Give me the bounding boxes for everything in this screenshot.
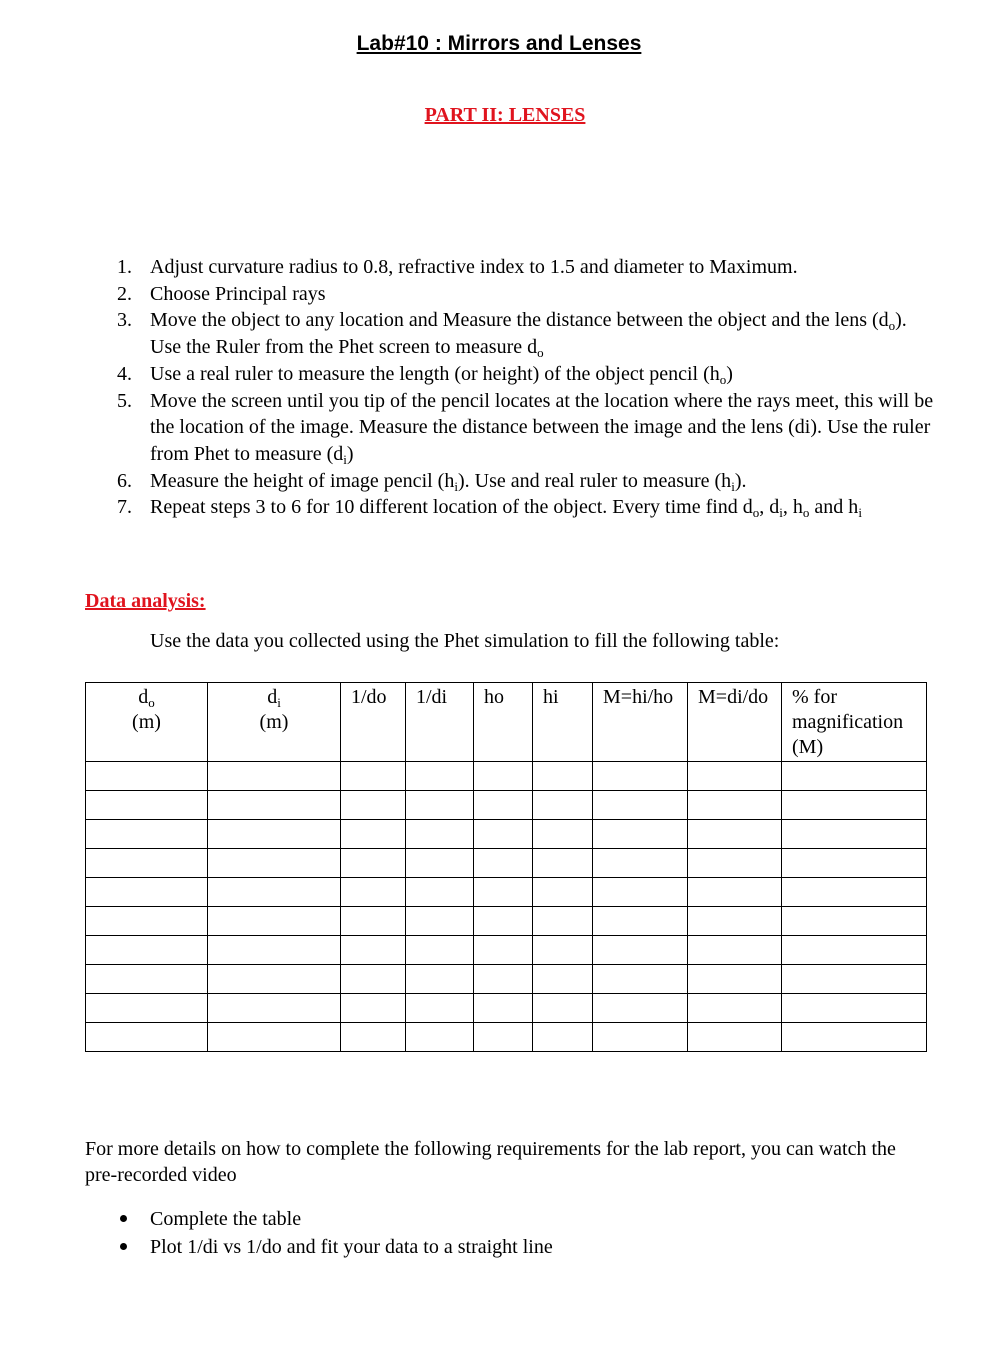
- table-row: [86, 849, 927, 878]
- requirements-list: [107, 1205, 553, 1261]
- step-number: 3.: [117, 309, 132, 332]
- procedure-steps: [107, 254, 937, 521]
- table-cell[interactable]: [208, 994, 341, 1023]
- table-cell[interactable]: [86, 849, 208, 878]
- footer-text: For more details on how to complete the following requirements for the lab report, you can watch the pre-recorded video: [85, 1138, 896, 1186]
- table-cell[interactable]: [341, 994, 406, 1023]
- list-item: Plot 1/di vs 1/do and fit your data to a straight line: [107, 1233, 553, 1261]
- table-cell[interactable]: [688, 762, 782, 791]
- step-text: ): [726, 362, 733, 385]
- table-cell[interactable]: [341, 849, 406, 878]
- step-6: [107, 468, 937, 495]
- header-inv-do: 1/do: [341, 683, 406, 762]
- table-cell[interactable]: [782, 907, 927, 936]
- subscript: i: [343, 451, 347, 467]
- header-do: $d_o$ (m): [86, 683, 208, 762]
- step-2: [107, 281, 937, 308]
- header-hi: hi: [533, 683, 593, 762]
- table-cell[interactable]: [86, 936, 208, 965]
- table-cell[interactable]: [208, 1023, 341, 1052]
- header-m-distance: M=di/do: [688, 683, 782, 762]
- step-text: Use a real ruler to measure the length (or height) of the object pencil (h: [150, 362, 720, 385]
- header-m-height: M=hi/ho: [593, 683, 688, 762]
- table-cell[interactable]: [593, 994, 688, 1023]
- table-cell[interactable]: [533, 1023, 593, 1052]
- table-cell[interactable]: [474, 1023, 533, 1052]
- table-cell[interactable]: [782, 849, 927, 878]
- table-cell[interactable]: [688, 907, 782, 936]
- table-cell[interactable]: [688, 936, 782, 965]
- table-cell[interactable]: [593, 820, 688, 849]
- step-text: Measure the height of image pencil (h: [150, 469, 455, 492]
- table-cell[interactable]: [86, 762, 208, 791]
- step-1: [107, 254, 937, 281]
- subscript: o: [802, 505, 810, 521]
- table-cell[interactable]: [406, 965, 474, 994]
- subscript: o: [888, 318, 896, 334]
- subscript: i: [731, 478, 735, 494]
- table-cell[interactable]: [406, 1023, 474, 1052]
- table-cell[interactable]: [533, 936, 593, 965]
- table-cell[interactable]: [86, 907, 208, 936]
- table-cell[interactable]: [86, 965, 208, 994]
- table-cell[interactable]: [474, 762, 533, 791]
- table-cell[interactable]: [208, 907, 341, 936]
- table-cell[interactable]: [341, 791, 406, 820]
- document-title: Lab#10 : Mirrors and Lenses: [356, 32, 642, 55]
- table-row: [86, 762, 927, 791]
- table-cell[interactable]: [341, 965, 406, 994]
- table-row: [86, 936, 927, 965]
- table-cell[interactable]: [782, 1023, 927, 1052]
- table-cell[interactable]: [593, 849, 688, 878]
- table-cell[interactable]: [688, 849, 782, 878]
- header-di: $d_i$ (m): [208, 683, 341, 762]
- step-text: ). Use and real ruler to measure (h: [457, 469, 732, 492]
- header-ho: ho: [474, 683, 533, 762]
- step-text: , h: [782, 496, 803, 519]
- table-cell[interactable]: [474, 849, 533, 878]
- table-cell[interactable]: [406, 994, 474, 1023]
- table-cell[interactable]: [86, 820, 208, 849]
- subscript: i: [858, 505, 862, 521]
- table-header-row: [86, 683, 927, 762]
- table-row: [86, 965, 927, 994]
- table-cell[interactable]: [688, 965, 782, 994]
- table-cell[interactable]: [208, 849, 341, 878]
- table-cell[interactable]: [782, 965, 927, 994]
- table-cell[interactable]: [593, 965, 688, 994]
- step-text: Adjust curvature radius to 0.8, refractive index to 1.5 and diameter to Maximum.: [150, 256, 798, 278]
- table-cell[interactable]: [208, 936, 341, 965]
- table-cell[interactable]: [782, 994, 927, 1023]
- table-cell[interactable]: [406, 820, 474, 849]
- table-cell[interactable]: [474, 820, 533, 849]
- step-number: 6.: [117, 469, 132, 492]
- subscript: i: [779, 505, 783, 521]
- table-cell[interactable]: [406, 849, 474, 878]
- step-text: Choose Principal rays: [150, 282, 326, 305]
- table-cell[interactable]: [406, 878, 474, 907]
- table-cell[interactable]: [782, 762, 927, 791]
- table-cell[interactable]: [593, 1023, 688, 1052]
- table-cell[interactable]: [533, 849, 593, 878]
- step-text: ): [346, 442, 354, 465]
- step-text: , d: [759, 496, 780, 519]
- table-cell[interactable]: [533, 762, 593, 791]
- step-text: Move the screen until you tip of the pencil locates at the location where the rays meet, this will be the location of the image. Measure the distance between the image and the lens (di). Use the ruler from Phet to measure (d: [150, 389, 934, 465]
- table-cell[interactable]: [86, 994, 208, 1023]
- table-cell[interactable]: [406, 936, 474, 965]
- step-3: [107, 307, 937, 360]
- table-cell[interactable]: [406, 762, 474, 791]
- table-cell[interactable]: [208, 762, 341, 791]
- step-number: 4.: [117, 362, 132, 385]
- table-cell[interactable]: [406, 907, 474, 936]
- table-cell[interactable]: [593, 762, 688, 791]
- table-cell[interactable]: [782, 791, 927, 820]
- step-number: 2.: [117, 282, 132, 305]
- step-text: ).: [734, 469, 747, 492]
- step-7: [107, 494, 937, 521]
- table-cell[interactable]: [208, 878, 341, 907]
- table-cell[interactable]: [341, 878, 406, 907]
- table-cell[interactable]: [474, 791, 533, 820]
- table-cell[interactable]: [474, 965, 533, 994]
- step-number: 5.: [117, 389, 132, 412]
- table-body: [86, 762, 927, 1052]
- table-row: [86, 994, 927, 1023]
- table-instruction: Use the data you collected using the Phet simulation to fill the following table:: [150, 630, 780, 652]
- table-row: [86, 791, 927, 820]
- table-cell[interactable]: [406, 791, 474, 820]
- table-cell[interactable]: [593, 907, 688, 936]
- table-cell[interactable]: [593, 878, 688, 907]
- table-cell[interactable]: [533, 878, 593, 907]
- subscript: o: [537, 345, 544, 361]
- table-cell[interactable]: [533, 994, 593, 1023]
- table-cell[interactable]: [341, 936, 406, 965]
- table-row: [86, 878, 927, 907]
- step-text: Move the object to any location and Measure the distance between the object and the lens (d: [150, 309, 889, 332]
- step-number: 1.: [117, 256, 132, 278]
- subscript: o: [719, 371, 727, 387]
- step-text: ). Use the Ruler from the Phet screen to measure d: [150, 309, 907, 359]
- part-heading: PART II: LENSES: [424, 104, 586, 126]
- table-cell[interactable]: [86, 791, 208, 820]
- table-cell[interactable]: [474, 907, 533, 936]
- data-analysis-heading: Data analysis:: [85, 590, 206, 612]
- table-cell[interactable]: [533, 820, 593, 849]
- step-text: Repeat steps 3 to 6 for 10 different location of the object. Every time find d: [150, 496, 753, 519]
- list-item: Complete the table: [107, 1205, 553, 1233]
- table-cell[interactable]: [208, 791, 341, 820]
- table-cell[interactable]: [688, 820, 782, 849]
- table-cell[interactable]: [533, 791, 593, 820]
- table-cell[interactable]: [208, 965, 341, 994]
- table-cell[interactable]: [593, 936, 688, 965]
- table-cell[interactable]: [688, 878, 782, 907]
- table-cell[interactable]: [782, 878, 927, 907]
- step-text: and h: [809, 496, 859, 519]
- table-cell[interactable]: [208, 820, 341, 849]
- table-cell[interactable]: [86, 1023, 208, 1052]
- step-5: [107, 388, 937, 468]
- table-row: [86, 907, 927, 936]
- table-cell[interactable]: [782, 936, 927, 965]
- subscript: o: [752, 505, 760, 521]
- table-cell[interactable]: [341, 762, 406, 791]
- table-cell[interactable]: [341, 907, 406, 936]
- step-number: 7.: [117, 496, 132, 519]
- table-cell[interactable]: [782, 820, 927, 849]
- table-cell[interactable]: [474, 994, 533, 1023]
- table-cell[interactable]: [533, 965, 593, 994]
- table-cell[interactable]: [593, 791, 688, 820]
- table-cell[interactable]: [688, 994, 782, 1023]
- table-cell[interactable]: [533, 907, 593, 936]
- table-cell[interactable]: [474, 936, 533, 965]
- table-cell[interactable]: [341, 1023, 406, 1052]
- header-inv-di: 1/di: [406, 683, 474, 762]
- step-4: [107, 361, 937, 388]
- table-cell[interactable]: [86, 878, 208, 907]
- table-cell[interactable]: [341, 820, 406, 849]
- table-row: [86, 820, 927, 849]
- table-cell[interactable]: [688, 1023, 782, 1052]
- subscript: i: [454, 478, 458, 494]
- table-row: [86, 1023, 927, 1052]
- data-table: [85, 682, 927, 1052]
- table-cell[interactable]: [474, 878, 533, 907]
- header-percent-magnification: % for magnification (M): [782, 683, 927, 762]
- table-cell[interactable]: [688, 791, 782, 820]
